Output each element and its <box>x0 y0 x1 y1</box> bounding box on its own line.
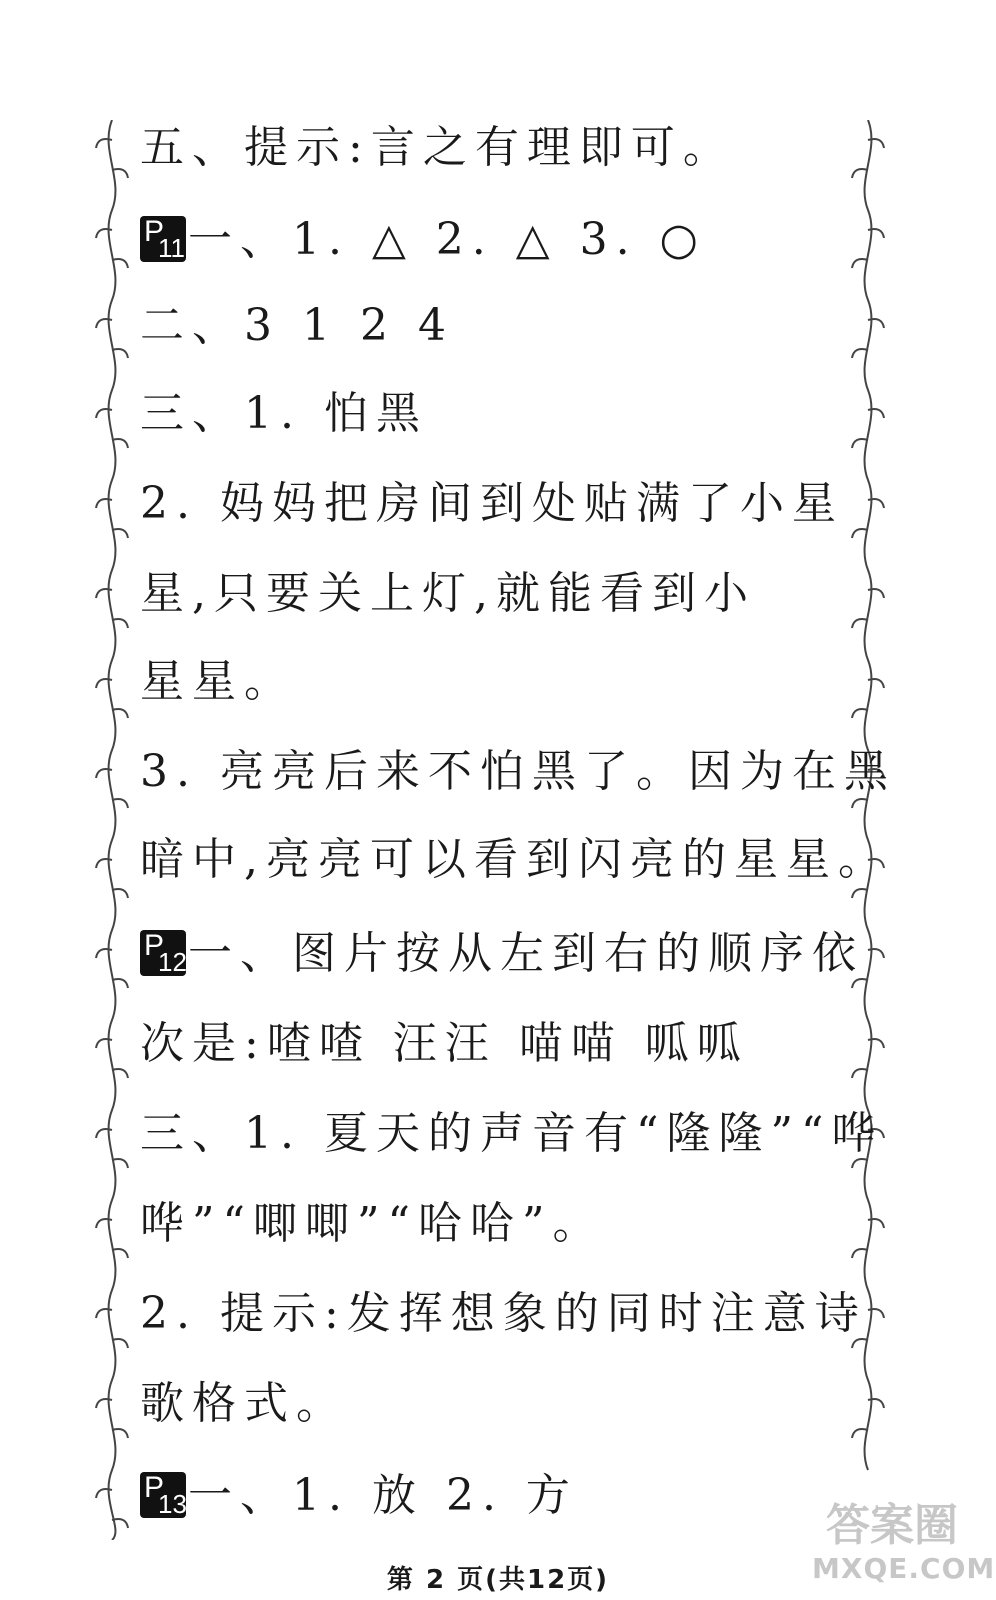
page-footer: 第 2 页(共12页) <box>386 1565 610 1595</box>
answer-line: 星,只要关上灯,就能看到小 <box>140 568 756 619</box>
answer-line: 星星。 <box>140 656 296 707</box>
watermark-url: MXQE.COM <box>812 1552 996 1585</box>
answer-line: 哗”“唧唧”“哈哈”。 <box>140 1198 605 1249</box>
answer-line: P 11 一、1. △ 2. △ 3. ○ <box>140 204 706 276</box>
answer-line: 五、提示:言之有理即可。 <box>140 122 735 173</box>
watermark-title: 答案圈 <box>826 1500 958 1551</box>
answer-line: 2. 妈妈把房间到处贴满了小星 <box>140 478 844 529</box>
answer-line: P 13 一、1. 放 2. 方 <box>140 1460 578 1532</box>
answer-line: 二、3 1 2 4 <box>140 300 454 351</box>
answer-line: 三、1. 怕黑 <box>140 388 428 439</box>
answer-line: 次是:喳喳 汪汪 喵喵 呱呱 <box>140 1018 749 1069</box>
page-badge-13: P 13 <box>140 1472 186 1518</box>
page-badge-12: P 12 <box>140 930 186 976</box>
answer-line: 歌格式。 <box>140 1378 348 1429</box>
page-badge-11: P 11 <box>140 216 186 262</box>
answer-line: 2. 提示:发挥想象的同时注意诗 <box>140 1288 867 1339</box>
answer-line: 三、1. 夏天的声音有“隆隆”“哗 <box>140 1108 884 1159</box>
answer-line: P 12 一、图片按从左到右的顺序依 <box>140 918 864 990</box>
answer-line: 3. 亮亮后来不怕黑了。因为在黑 <box>140 746 896 797</box>
answer-line: 暗中,亮亮可以看到闪亮的星星。 <box>140 834 890 885</box>
